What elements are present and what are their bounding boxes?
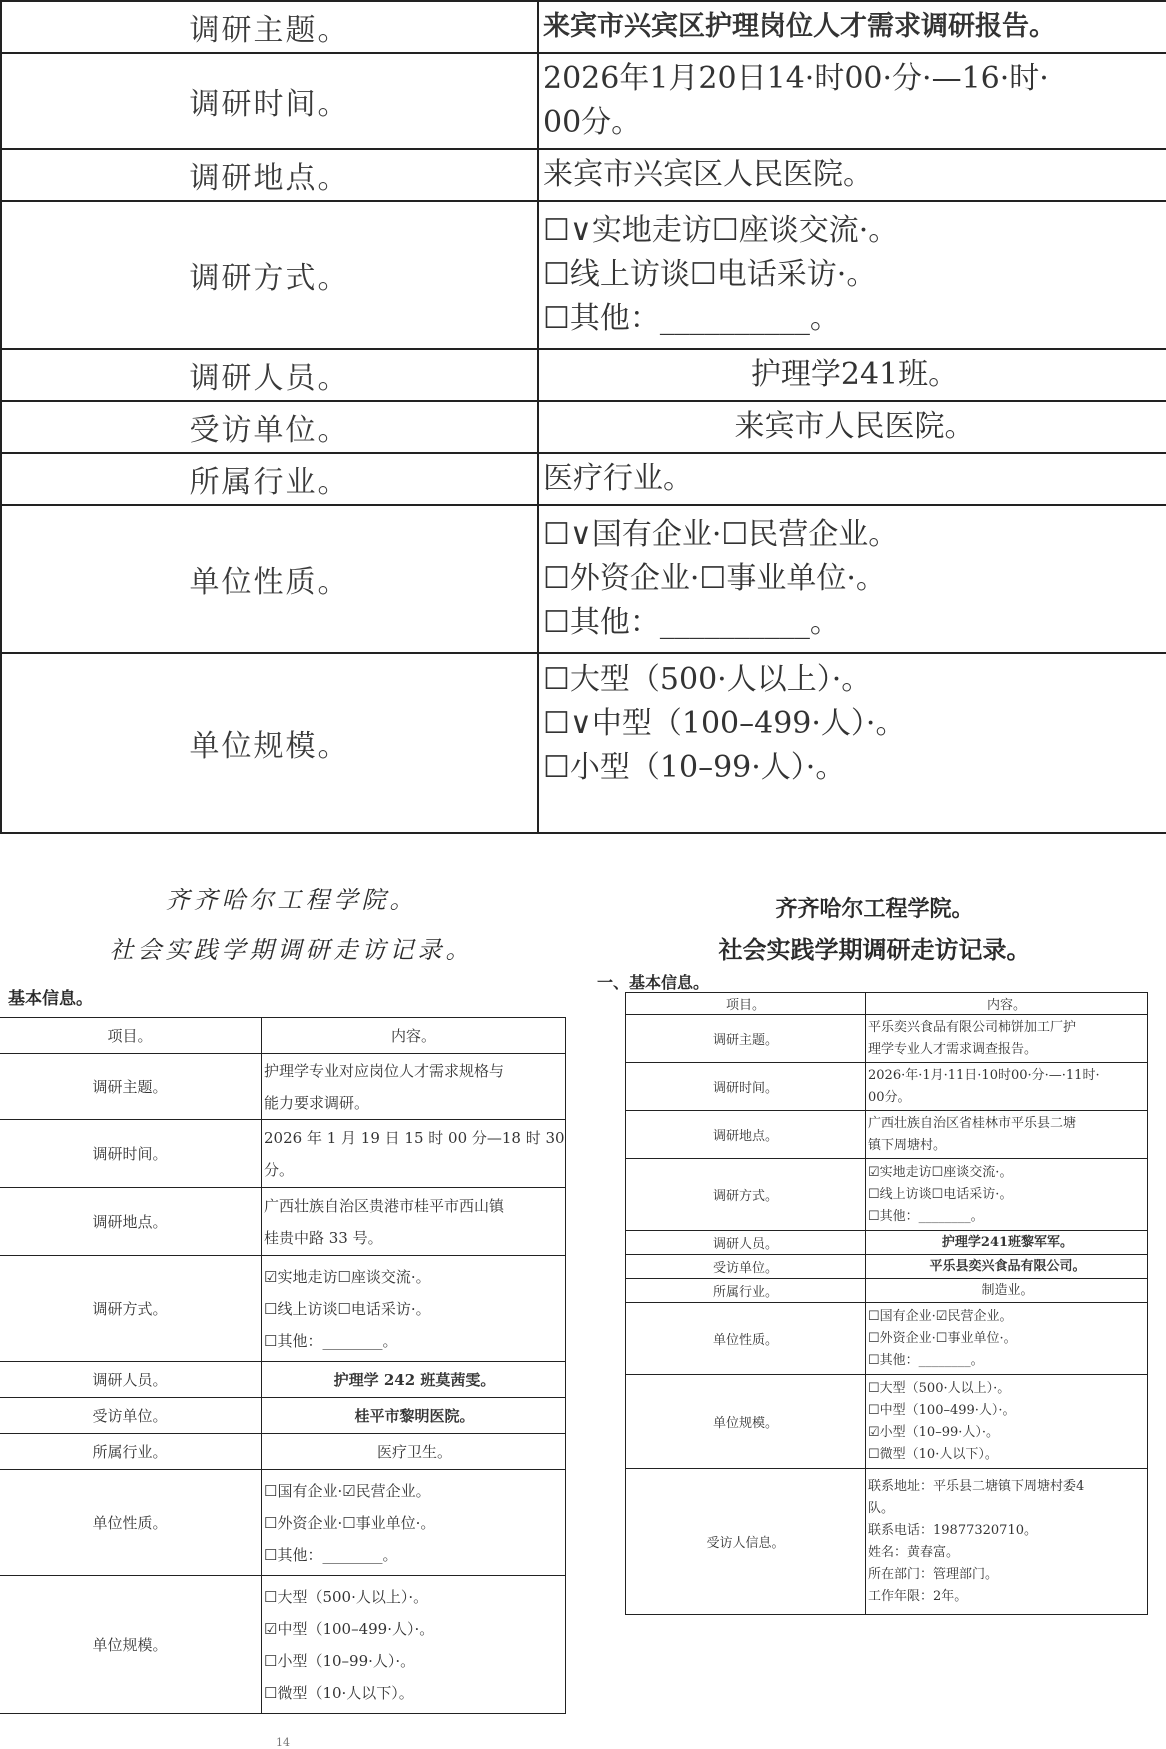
table-row (1, 349, 1166, 401)
row-key: 调研人员。 (0, 1362, 262, 1398)
row-key: 受访单位。 (626, 1255, 866, 1279)
table-row (1, 1, 1166, 53)
row-key: 单位性质。 (1, 505, 538, 653)
table-row (626, 1469, 1148, 1615)
right-school-title: 齐齐哈尔工程学院。 (775, 896, 974, 922)
row-key: 受访单位。 (0, 1398, 262, 1434)
header-content: 内容。 (866, 993, 1148, 1015)
header-item: 项目。 (0, 1018, 262, 1054)
table-header-row (626, 993, 1148, 1015)
research-location-value: 来宾市兴宾区人民医院。 (538, 149, 1166, 201)
table-row (1, 53, 1166, 149)
table-row (1, 453, 1166, 505)
right-record-table (625, 992, 1148, 1615)
table-row (1, 149, 1166, 201)
table-row (626, 1255, 1148, 1279)
table-row (626, 1375, 1148, 1469)
research-method-value: ☑实地走访☐座谈交流·。 ☐线上访谈☐电话采访·。 ☐其他：________。 (262, 1256, 566, 1362)
table-row (0, 1054, 566, 1120)
row-key: 调研地点。 (0, 1188, 262, 1256)
table-row (0, 1470, 566, 1576)
left-school-title: 齐齐哈尔工程学院。 (165, 886, 418, 914)
row-key: 调研方式。 (626, 1159, 866, 1231)
research-topic-value: 护理学专业对应岗位人才需求规格与 能力要求调研。 (262, 1054, 566, 1120)
left-record-title: 社会实践学期调研走访记录。 (109, 936, 474, 964)
row-key: 单位性质。 (626, 1303, 866, 1375)
row-key: 调研主题。 (1, 1, 538, 53)
table-row (626, 1231, 1148, 1255)
row-key: 所属行业。 (0, 1434, 262, 1470)
header-item: 项目。 (626, 993, 866, 1015)
table-row (0, 1120, 566, 1188)
row-key: 单位规模。 (626, 1375, 866, 1469)
table-row (0, 1188, 566, 1256)
right-section-heading: 一、基本信息。 (597, 973, 710, 992)
header-content: 内容。 (262, 1018, 566, 1054)
table-row (626, 1015, 1148, 1063)
row-key: 调研时间。 (1, 53, 538, 149)
interviewee-info-value: 联系地址：平乐县二塘镇下周塘村委4 队。 联系电话：19877320710。 姓名：黄春富。 所在部门：管理部门。 工作年限：2年。 (866, 1469, 1148, 1615)
industry-value: 医疗卫生。 (262, 1434, 566, 1470)
research-topic-value: 平乐奕兴食品有限公司柿饼加工厂护 理学专业人才需求调查报告。 (866, 1015, 1148, 1063)
table-row (1, 201, 1166, 349)
research-location-value: 广西壮族自治区贵港市桂平市西山镇 桂贵中路 33 号。 (262, 1188, 566, 1256)
right-record-title: 社会实践学期调研走访记录。 (718, 935, 1031, 964)
unit-nature-value: ☐国有企业·☑民营企业。 ☐外资企业·☐事业单位·。 ☐其他：________。 (262, 1470, 566, 1576)
table-row (0, 1398, 566, 1434)
researcher-value: 护理学241班。 (538, 349, 1166, 401)
research-topic-value: 来宾市兴宾区护理岗位人才需求调研报告。 (538, 1, 1166, 53)
row-key: 调研人员。 (1, 349, 538, 401)
table-row (1, 505, 1166, 653)
research-method-value: ☑实地走访☐座谈交流·。 ☐线上访谈☐电话采访·。 ☐其他：________。 (866, 1159, 1148, 1231)
row-key: 调研时间。 (0, 1120, 262, 1188)
research-time-value: 2026 年 1 月 19 日 15 时 00 分—18 时 30 分。 (262, 1120, 566, 1188)
unit-nature-value: ☐∨国有企业·☐民营企业。 ☐外资企业·☐事业单位·。 ☐其他：__________。 (538, 505, 1166, 653)
research-time-value: 2026年1月20日14·时00·分·—16·时· 00分。 (538, 53, 1166, 149)
row-key: 单位性质。 (0, 1470, 262, 1576)
top-record-table (0, 0, 1166, 834)
unit-nature-value: ☐国有企业·☑民营企业。 ☐外资企业·☐事业单位·。 ☐其他：________。 (866, 1303, 1148, 1375)
table-row (1, 653, 1166, 833)
row-key: 调研主题。 (0, 1054, 262, 1120)
table-row (626, 1111, 1148, 1159)
table-row (626, 1159, 1148, 1231)
research-method-value: ☐∨实地走访☐座谈交流·。 ☐线上访谈☐电话采访·。 ☐其他：__________。 (538, 201, 1166, 349)
visited-unit-value: 桂平市黎明医院。 (262, 1398, 566, 1434)
research-location-value: 广西壮族自治区省桂林市平乐县二塘 镇下周塘村。 (866, 1111, 1148, 1159)
row-key: 调研人员。 (626, 1231, 866, 1255)
row-key: 调研时间。 (626, 1063, 866, 1111)
table-header-row (0, 1018, 566, 1054)
table-row (0, 1256, 566, 1362)
researcher-value: 护理学 242 班莫茜雯。 (262, 1362, 566, 1398)
page-number: 14 (276, 1736, 290, 1749)
row-key: 所属行业。 (1, 453, 538, 505)
table-row (0, 1434, 566, 1470)
left-section-heading: 基本信息。 (8, 989, 93, 1009)
table-row (626, 1063, 1148, 1111)
unit-scale-value: ☐大型（500·人以上）·。 ☑中型（100–499·人）·。 ☐小型（10–99·人）·。 ☐微型（10·人以下）。 (262, 1576, 566, 1714)
unit-scale-value: ☐大型（500·人以上）·。 ☐中型（100–499·人）·。 ☑小型（10–99·人）·。 ☐微型（10·人以下）。 (866, 1375, 1148, 1469)
table-row (0, 1362, 566, 1398)
top-record-table-panel (0, 0, 1166, 874)
row-key: 调研方式。 (1, 201, 538, 349)
row-key: 调研主题。 (626, 1015, 866, 1063)
row-key: 单位规模。 (0, 1576, 262, 1714)
visited-unit-value: 来宾市人民医院。 (538, 401, 1166, 453)
industry-value: 医疗行业。 (538, 453, 1166, 505)
row-key: 受访单位。 (1, 401, 538, 453)
row-key: 调研方式。 (0, 1256, 262, 1362)
row-key: 受访人信息。 (626, 1469, 866, 1615)
right-record-panel (583, 874, 1166, 1749)
left-record-table (0, 1017, 566, 1714)
row-key: 单位规模。 (1, 653, 538, 833)
left-record-panel (0, 874, 583, 1749)
researcher-value: 护理学241班黎军军。 (866, 1231, 1148, 1255)
table-row (626, 1303, 1148, 1375)
table-row (0, 1576, 566, 1714)
research-time-value: 2026·年·1月·11日·10时00·分·—·11时· 00分。 (866, 1063, 1148, 1111)
row-key: 调研地点。 (626, 1111, 866, 1159)
visited-unit-value: 平乐县奕兴食品有限公司。 (866, 1255, 1148, 1279)
industry-value: 制造业。 (866, 1279, 1148, 1303)
row-key: 所属行业。 (626, 1279, 866, 1303)
table-row (1, 401, 1166, 453)
table-row (626, 1279, 1148, 1303)
unit-scale-value: ☐大型（500·人以上）·。 ☐∨中型（100–499·人）·。 ☐小型（10–99·人）·。 (538, 653, 1166, 833)
row-key: 调研地点。 (1, 149, 538, 201)
